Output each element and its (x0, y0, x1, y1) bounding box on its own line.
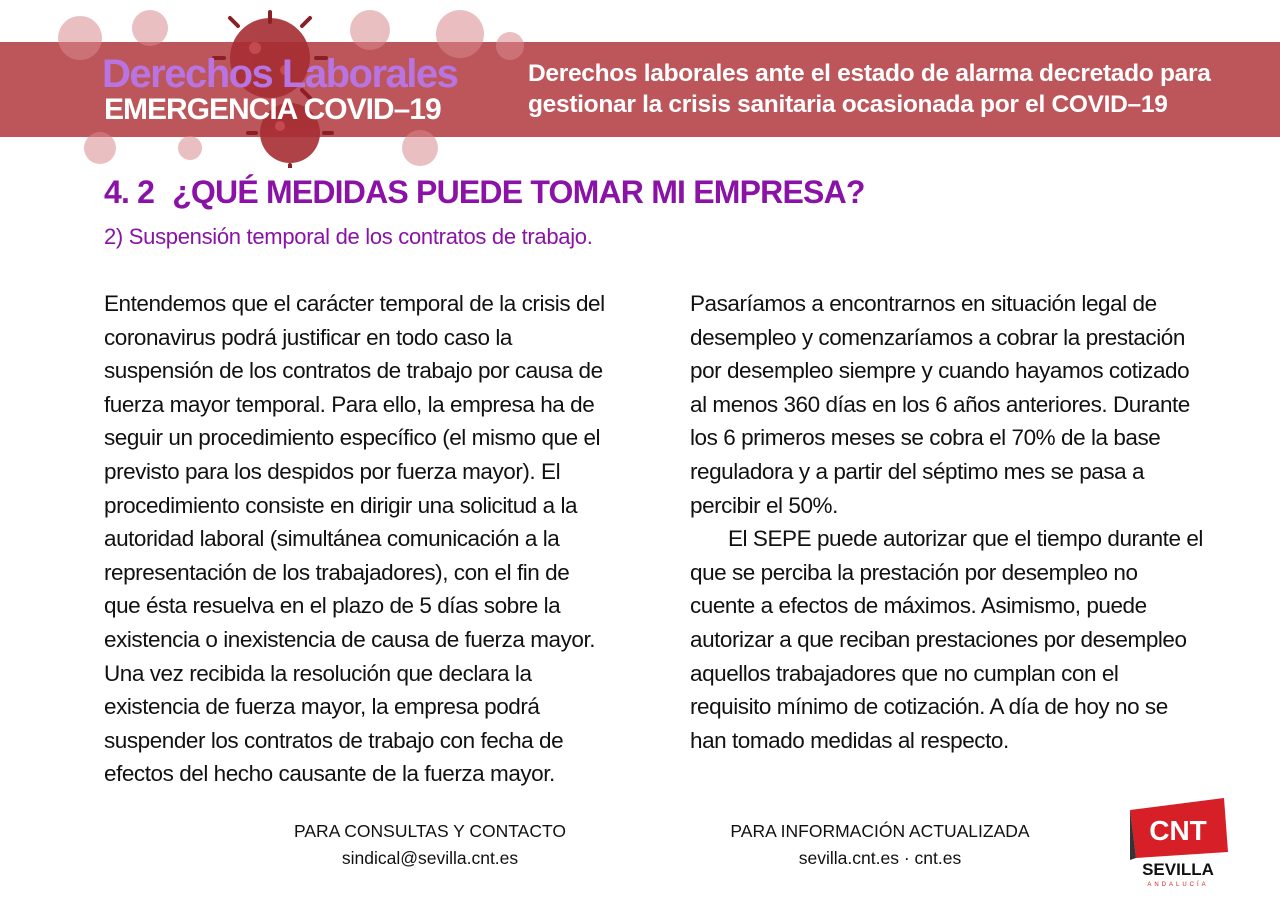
section-subtitle: 2) Suspensión temporal de los contratos de trabajo. (104, 224, 593, 249)
right-paragraph-1: Pasaríamos a encontrarnos en situación legal de desempleo y comenzaríamos a cobrar la prestación por desempleo siempre y cuando hayamos cotizado al menos 360 días en los 6 años anteriores. Durante los 6 primeros meses se cobra el 70% de la base reguladora y a partir del séptimo mes se pasa a percibir el 50%. (690, 291, 1190, 518)
banner-description-text: Derechos laborales ante el estado de alarma decretado para gestionar la crisis sanitaria ocasionada por el COVID–19 (528, 60, 1211, 118)
contact-email-link[interactable]: sindical@sevilla.cnt.es (341, 848, 519, 868)
right-paragraph-2: El SEPE puede autorizar que el tiempo durante el que se perciba la prestación por desempleo no cuente a efectos de máximos. Asimismo, puede autorizar a que reciban prestaciones por desempleo aquellos trabajadores que no cumplan con el requisito mínimo de cotización. A día de hoy no se han tomado medidas al respecto. (690, 526, 1203, 753)
contact-block (260, 818, 600, 872)
brand-subtitle: EMERGENCIA COVID–19 (104, 93, 441, 126)
contact-label: PARA CONSULTAS Y CONTACTO (294, 821, 566, 841)
info-label: PARA INFORMACIÓN ACTUALIZADA (730, 821, 1030, 841)
brand-title: Derechos Laborales (102, 52, 458, 96)
info-sites-link[interactable]: sevilla.cnt.es · cnt.es (798, 848, 962, 868)
section-title: ¿QUÉ MEDIDAS PUEDE TOMAR MI EMPRESA? (172, 174, 865, 210)
left-paragraph: Entendemos que el carácter temporal de la crisis del coronavirus podrá justificar en todo caso la suspensión de los contratos de trabajo por causa de fuerza mayor temporal. Para ello, la empresa ha de seguir un procedimiento específico (el mismo que el previsto para los despidos por fuerza mayor). El procedimiento consiste en dirigir una solicitud a la autoridad laboral (simultánea comunicación a la representación de los trabajadores), con el fin de que ésta resuelva en el plazo de 5 días sobre la existencia o inexistencia de causa de fuerza mayor. Una vez recibida la resolución que declara la existencia de fuerza mayor, la empresa podrá suspender los contratos de trabajo con fecha de efectos del hecho causante de la fuerza mayor. (104, 291, 605, 787)
section-number: 4. 2 (104, 174, 155, 210)
left-column (104, 287, 664, 791)
section-heading (104, 172, 865, 212)
info-block (700, 818, 1060, 872)
banner-description (528, 58, 1268, 120)
logo-initials: CNT (1149, 815, 1207, 846)
cnt-sevilla-logo (1124, 794, 1234, 889)
right-column (690, 287, 1250, 757)
logo-region: ANDALUCÍA (1147, 882, 1209, 888)
logo-city: SEVILLA (1142, 860, 1214, 879)
